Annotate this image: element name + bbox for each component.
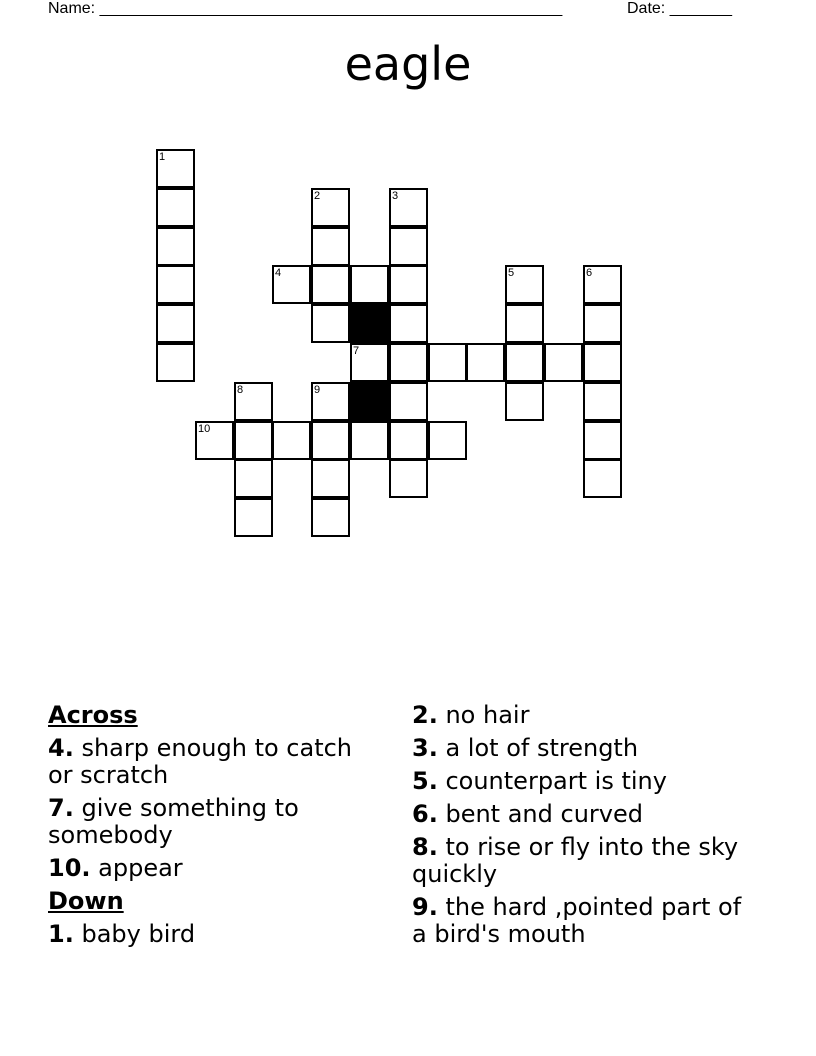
grid-cell[interactable] [234, 382, 273, 421]
grid-cell[interactable] [583, 421, 622, 460]
clue-text: a lot of strength [445, 734, 639, 762]
grid-cell[interactable] [583, 265, 622, 304]
clue-number: 4. [48, 734, 74, 762]
clue-text: to rise or fly into the sky quickly [412, 833, 739, 888]
cell-number: 8 [237, 384, 244, 396]
clue-text: give something to somebody [48, 794, 299, 849]
clue-down-8 [412, 834, 752, 888]
grid-cell[interactable] [311, 459, 350, 498]
grid-cell[interactable] [311, 188, 350, 227]
grid-cell[interactable] [311, 304, 350, 343]
cell-number: 10 [198, 423, 211, 435]
clue-number: 7. [48, 794, 74, 822]
clue-down-2 [412, 702, 752, 729]
grid-cell[interactable] [156, 227, 195, 266]
grid-cell[interactable] [389, 188, 428, 227]
clue-down-5 [412, 768, 752, 795]
clue-across-4 [48, 735, 378, 789]
grid-cell[interactable] [311, 265, 350, 304]
grid-cell[interactable] [389, 227, 428, 266]
clue-down-1 [48, 921, 378, 948]
grid-cell[interactable] [389, 265, 428, 304]
grid-cell[interactable] [505, 265, 544, 304]
clue-across-7 [48, 795, 378, 849]
grid-cell[interactable] [583, 459, 622, 498]
clue-text: bent and curved [445, 800, 643, 828]
clue-down-6 [412, 801, 752, 828]
grid-cell[interactable] [583, 382, 622, 421]
grid-cell[interactable] [272, 265, 311, 304]
clues-right-column [412, 702, 752, 954]
cell-number: 5 [508, 267, 515, 279]
cell-number: 7 [353, 345, 360, 357]
grid-cell[interactable] [428, 343, 467, 382]
clue-text: appear [98, 854, 183, 882]
clue-number: 2. [412, 701, 438, 729]
grid-cell[interactable] [466, 343, 505, 382]
black-cell [350, 382, 389, 421]
cell-number: 2 [314, 190, 321, 202]
grid-cell[interactable] [389, 382, 428, 421]
grid-cell[interactable] [156, 188, 195, 227]
grid-cell[interactable] [350, 265, 389, 304]
clue-number: 10. [48, 854, 91, 882]
black-cell [350, 304, 389, 343]
grid-cell[interactable] [311, 498, 350, 537]
grid-cell[interactable] [272, 421, 311, 460]
clues-left-column [48, 702, 378, 954]
across-heading: Across [48, 701, 138, 729]
grid-cell[interactable] [583, 304, 622, 343]
grid-cell[interactable] [234, 421, 273, 460]
name-field[interactable]: Name: ____________________________________________________ [48, 0, 563, 17]
clue-text: sharp enough to catch or scratch [48, 734, 353, 789]
clue-text: baby bird [81, 920, 196, 948]
clue-number: 3. [412, 734, 438, 762]
clue-across-10 [48, 855, 378, 882]
grid-cell[interactable] [505, 382, 544, 421]
date-field[interactable]: Date: _______ [627, 0, 732, 17]
grid-cell[interactable] [156, 343, 195, 382]
grid-cell[interactable] [156, 304, 195, 343]
grid-cell[interactable] [311, 382, 350, 421]
grid-cell[interactable] [156, 265, 195, 304]
grid-cell[interactable] [428, 421, 467, 460]
grid-cell[interactable] [389, 421, 428, 460]
grid-cell[interactable] [583, 343, 622, 382]
cell-number: 9 [314, 384, 321, 396]
grid-cell[interactable] [311, 227, 350, 266]
grid-cell[interactable] [156, 149, 195, 188]
clue-number: 8. [412, 833, 438, 861]
cell-number: 1 [159, 151, 166, 163]
clue-number: 1. [48, 920, 74, 948]
cell-number: 4 [275, 267, 282, 279]
grid-cell[interactable] [389, 459, 428, 498]
grid-cell[interactable] [389, 304, 428, 343]
clue-number: 9. [412, 893, 438, 921]
grid-cell[interactable] [234, 459, 273, 498]
grid-cell[interactable] [234, 498, 273, 537]
cell-number: 3 [392, 190, 399, 202]
clue-down-9 [412, 894, 752, 948]
clue-text: no hair [445, 701, 530, 729]
grid-cell[interactable] [505, 304, 544, 343]
puzzle-title: eagle [344, 37, 472, 91]
clue-number: 5. [412, 767, 438, 795]
down-heading: Down [48, 887, 124, 915]
grid-cell[interactable] [505, 343, 544, 382]
grid-cell[interactable] [311, 421, 350, 460]
grid-cell[interactable] [350, 343, 389, 382]
grid-cell[interactable] [195, 421, 234, 460]
clue-text: counterpart is tiny [445, 767, 667, 795]
grid-cell[interactable] [389, 343, 428, 382]
cell-number: 6 [586, 267, 593, 279]
grid-cell[interactable] [544, 343, 583, 382]
grid-cell[interactable] [350, 421, 389, 460]
clue-down-3 [412, 735, 752, 762]
clue-number: 6. [412, 800, 438, 828]
clue-text: the hard ,pointed part of a bird's mouth [412, 893, 742, 948]
